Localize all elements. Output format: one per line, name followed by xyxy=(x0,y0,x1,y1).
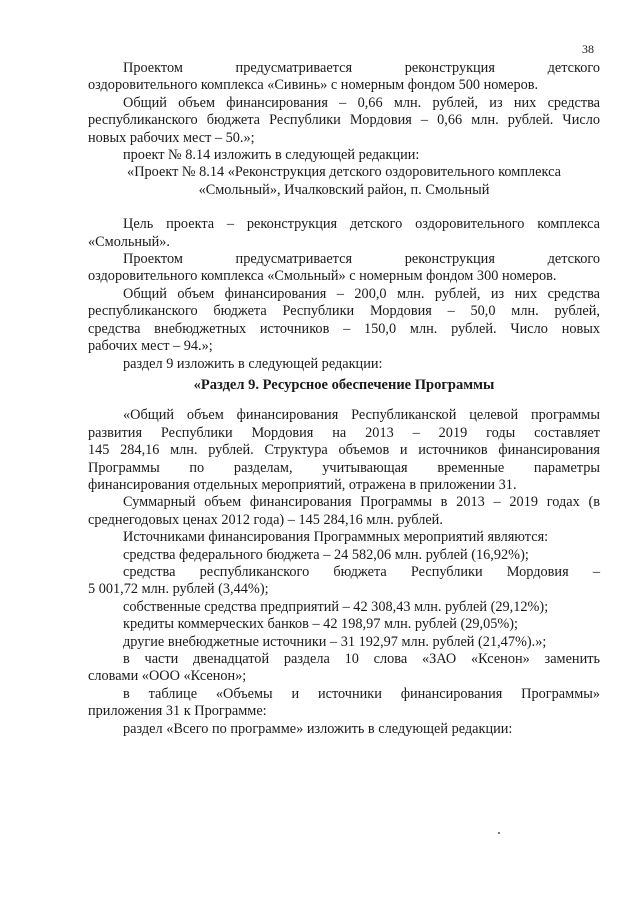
text-line: «Смольный», Ичалковский район, п. Смольный xyxy=(198,181,490,198)
blank-line xyxy=(88,199,600,216)
text-line: новых рабочих мест – 50.»; xyxy=(88,129,255,146)
text-line: средства федерального бюджета – 24 582,06 млн. рублей (16,92%); xyxy=(123,546,529,563)
text-line: раздел 9 изложить в следующей редакции: xyxy=(123,355,383,372)
text-line: проект № 8.14 изложить в следующей редакции: xyxy=(123,147,420,164)
text-line: 5 001,72 млн. рублей (3,44%); xyxy=(88,581,269,598)
document-body xyxy=(88,60,600,738)
text-line: 145 284,16 млн. рублей. Структура объемов и источников финансирования xyxy=(88,442,600,459)
text-line: оздоровительного комплекса «Смольный» с номерным фондом 300 номеров. xyxy=(88,268,557,285)
text-line: «Общий объем финансирования Республиканской целевой программы xyxy=(123,407,600,424)
text-line: Цель проекта – реконструкция детского оздоровительного комплекса xyxy=(123,216,600,233)
text-line: приложения 31 к Программе: xyxy=(88,703,267,720)
text-line: «Смольный». xyxy=(88,233,170,250)
text-line: Общий объем финансирования – 0,66 млн. рублей, из них средства xyxy=(123,94,600,111)
page-number: 38 xyxy=(582,42,594,56)
text-line: рабочих мест – 94.»; xyxy=(88,338,213,355)
text-line: «Проект № 8.14 «Реконструкция детского оздоровительного комплекса xyxy=(127,164,561,181)
text-line: Суммарный объем финансирования Программы в 2013 – 2019 годах (в xyxy=(123,494,600,511)
text-line: Проектом предусматривается реконструкция детского xyxy=(123,251,600,268)
text-line: другие внебюджетные источники – 31 192,97 млн. рублей (21,47%).»; xyxy=(123,633,547,650)
text-line: оздоровительного комплекса «Сивинь» с номерным фондом 500 номеров. xyxy=(88,77,539,94)
text-line: республиканского бюджета Республики Мордовия – 50,0 млн. рублей, xyxy=(88,303,600,320)
text-line: Программы по разделам, учитывающая временные параметры xyxy=(88,459,600,476)
text-line: развития Республики Мордовия на 2013 – 2019 годы составляет xyxy=(88,424,600,441)
text-line: в части двенадцатой раздела 10 слова «ЗАО «Ксенон» заменить xyxy=(123,651,600,667)
text-line: республиканского бюджета Республики Мордовия – 0,66 млн. рублей. Число xyxy=(88,112,600,129)
text-line: Источниками финансирования Программных мероприятий являются: xyxy=(123,529,549,546)
text-line: в таблице «Объемы и источники финансирования Программы» xyxy=(123,685,600,702)
text-line: финансирования отдельных мероприятий, отражена в приложении 31. xyxy=(88,476,517,493)
section-heading: «Раздел 9. Ресурсное обеспечение Программы xyxy=(193,376,495,393)
text-line: кредиты коммерческих банков – 42 198,97 млн. рублей (29,05%); xyxy=(123,616,519,633)
text-line: раздел «Всего по программе» изложить в следующей редакции: xyxy=(123,720,513,737)
text-line: Проектом предусматривается реконструкция детского xyxy=(123,60,600,76)
text-line: собственные средства предприятий – 42 308,43 млн. рублей (29,12%); xyxy=(123,598,549,615)
text-line: среднегодовых ценах 2012 года) – 145 284,16 млн. рублей. xyxy=(88,511,443,528)
text-line: Общий объем финансирования – 200,0 млн. рублей, из них средства xyxy=(123,285,600,302)
text-line: словами «ООО «Ксенон»; xyxy=(88,668,247,685)
scan-speck xyxy=(498,832,500,834)
text-line: средства республиканского бюджета Республики Мордовия – xyxy=(123,563,600,580)
text-line: средства внебюджетных источников – 150,0 млн. рублей. Число новых xyxy=(88,320,600,337)
